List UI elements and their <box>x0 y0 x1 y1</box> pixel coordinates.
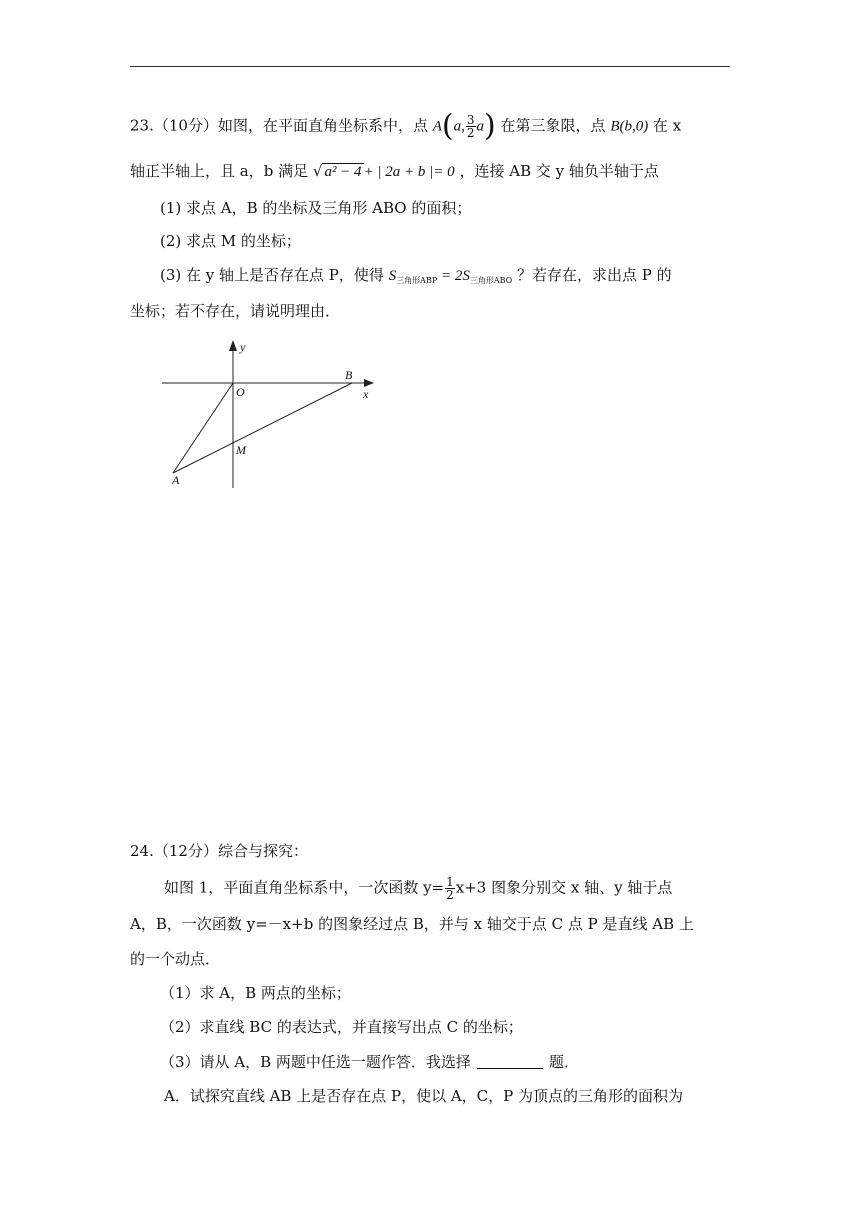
q23-s-letter: S <box>388 268 397 284</box>
label-m: M <box>236 443 246 457</box>
q24-sub3-a: （3）请从 A，B 两题中任选一题作答．我选择 <box>160 1053 471 1071</box>
q23-head: 23.（10分）如图，在平面直角坐标系中，点 <box>130 116 428 135</box>
q23-after-b: 在 x <box>653 116 682 135</box>
q23-figure <box>160 336 380 496</box>
q24-l1-b: x+3 图象分别交 x 轴、y 轴于点 <box>455 878 673 897</box>
label-y: y <box>240 340 246 354</box>
q23-paren-close: ) <box>484 108 496 144</box>
q24-line3: 的一个动点． <box>130 950 221 968</box>
label-a: A <box>172 473 180 487</box>
q23-part3-start: (3) 在 y 轴上是否存在点 P，使得 <box>160 266 384 284</box>
q23-s-sub2: 三角形ABO <box>469 276 513 285</box>
q24-l1-a: 如图 1，平面直角坐标系中，一次函数 y= <box>164 878 445 897</box>
q23-abs-expr: + | 2a + b |= 0 <box>363 164 455 180</box>
q23-paren-open: ( <box>441 108 454 144</box>
q24-line2: A，B，一次函数 y=－x+b 的图象经过点 B，并与 x 轴交于点 C 点 P 是直线 AB 上 <box>130 915 694 933</box>
y-axis-arrow-icon <box>229 340 237 351</box>
frac-num: 1 <box>446 875 454 889</box>
frac-den: 2 <box>446 888 454 902</box>
q23-after-a: 在第三象限，点 <box>500 116 606 135</box>
segment-ab <box>173 383 352 473</box>
q23-sqrt-expr: a² − 4 <box>324 164 362 180</box>
answer-blank[interactable] <box>477 1054 543 1069</box>
q23-line1 <box>130 108 682 144</box>
q24-line1 <box>164 876 672 901</box>
header-rule <box>130 66 730 67</box>
q23-point-b: B(b,0) <box>610 118 649 135</box>
q24-head: 24.（12分）综合与探究： <box>130 842 308 860</box>
q23-part3-end: ？若存在，求出点 P 的 <box>517 266 672 284</box>
q23-s-sub1: 三角形ABP <box>396 276 438 285</box>
q23-part3-line2: 坐标；若不存在，请说明理由． <box>130 302 341 320</box>
sqrt-icon: √ <box>312 162 323 180</box>
q24-sub1: （1）求 A，B 两点的坐标； <box>160 984 351 1002</box>
q23-part3 <box>160 264 672 292</box>
q23-line2 <box>130 160 659 183</box>
q24-sub3 <box>160 1051 579 1073</box>
q23-part2: (2) 求点 M 的坐标； <box>160 232 301 250</box>
label-x: x <box>363 387 369 401</box>
q24-sub2: （2）求直线 BC 的表达式，并直接写出点 C 的坐标； <box>160 1018 523 1036</box>
q23-part1: (1) 求点 A，B 的坐标及三角形 ABO 的面积； <box>160 199 472 217</box>
q24-frac <box>445 876 455 901</box>
q23-line2-end: ，连接 AB 交 y 轴负半轴于点 <box>459 162 659 180</box>
x-axis-arrow-icon <box>364 379 374 387</box>
frac-num: 3 <box>466 113 475 127</box>
segment-ao <box>173 383 233 473</box>
q23-point-a-coord2: a <box>476 118 485 135</box>
q23-point-a-coord: a, <box>453 118 465 135</box>
frac-den: 2 <box>466 126 475 140</box>
label-o: O <box>236 385 245 399</box>
q23-eq: = 2S <box>437 268 470 284</box>
q23-point-a-frac <box>466 114 476 139</box>
q23-point-a-label: A <box>432 118 442 135</box>
q24-sub3-b: 题． <box>548 1053 579 1071</box>
q23-line2-start: 轴正半轴上，且 a，b 满足 <box>130 162 309 180</box>
label-b: B <box>345 368 353 382</box>
q24-option-a: A．试探究直线 AB 上是否存在点 P，使以 A，C，P 为顶点的三角形的面积为 <box>164 1087 684 1105</box>
